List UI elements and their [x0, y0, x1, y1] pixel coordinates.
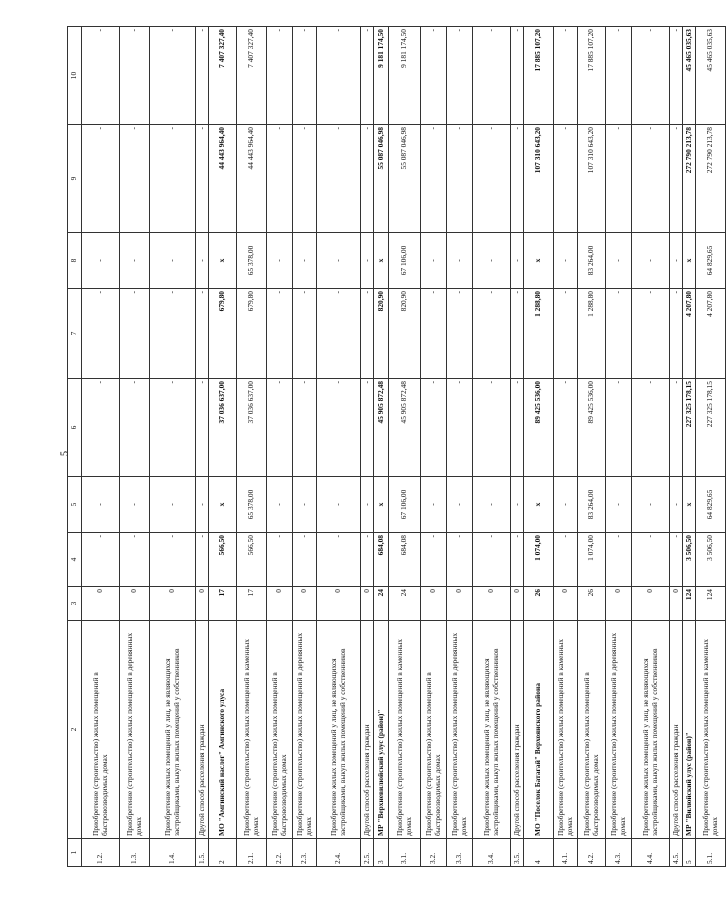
total-cost-after: -	[511, 125, 524, 233]
row-index: 4.4.	[632, 839, 670, 867]
apartment-count: 0	[554, 587, 578, 621]
unit-price-after: -	[632, 233, 670, 289]
total-cost: -	[473, 379, 511, 477]
apartment-count: 124	[696, 587, 726, 621]
row-index: 1.4.	[150, 839, 196, 867]
unit-price: -	[120, 477, 150, 533]
total-cost-after: -	[632, 125, 670, 233]
area: -	[670, 533, 683, 587]
apartment-count: 24	[389, 587, 421, 621]
total-cost: 45 905 872,48	[389, 379, 421, 477]
difference: -	[317, 27, 361, 125]
area: -	[361, 533, 374, 587]
total-cost: -	[554, 379, 578, 477]
unit-price-after: x	[209, 233, 237, 289]
difference: 45 465 035,63	[683, 27, 696, 125]
column-number: 2	[68, 621, 82, 839]
area-after: 679,80	[209, 289, 237, 379]
row-description: Приобретение (строительство) жилых помещений в деревянных домах	[606, 621, 632, 839]
difference: -	[554, 27, 578, 125]
unit-price: -	[606, 477, 632, 533]
unit-price-after: 64 829,65	[696, 233, 726, 289]
difference: 17 885 107,20	[578, 27, 606, 125]
unit-price: -	[421, 477, 447, 533]
difference: -	[196, 27, 209, 125]
total-cost-after: 55 087 046,98	[374, 125, 389, 233]
total-cost-after: 107 310 643,20	[578, 125, 606, 233]
row-description: МР "Верхневилюйский улус (район)"	[374, 621, 389, 839]
page-number: 5	[59, 451, 71, 456]
unit-price: x	[524, 477, 554, 533]
row-index: 3.5.	[511, 839, 524, 867]
table-row	[389, 27, 421, 867]
unit-price: -	[511, 477, 524, 533]
row-description: МО "Амгинский наслег" Амгинского улуса	[209, 621, 237, 839]
total-cost-after: 107 310 643,20	[524, 125, 554, 233]
row-description: Приобретение (строительство) жилых помещений в деревянных домах	[293, 621, 317, 839]
row-description: Другой способ расселения граждан	[511, 621, 524, 839]
apartment-count: 0	[293, 587, 317, 621]
row-index: 4.3.	[606, 839, 632, 867]
unit-price: -	[554, 477, 578, 533]
row-index: 4.1.	[554, 839, 578, 867]
total-cost-after: -	[554, 125, 578, 233]
area-after: -	[317, 289, 361, 379]
difference: 9 181 174,50	[374, 27, 389, 125]
area: 684,08	[374, 533, 389, 587]
row-description: Другой способ расселения граждан	[670, 621, 683, 839]
column-number: 4	[68, 533, 82, 587]
difference: -	[606, 27, 632, 125]
unit-price-after: -	[670, 233, 683, 289]
table-row	[632, 27, 670, 867]
table-row	[150, 27, 196, 867]
unit-price-after: x	[683, 233, 696, 289]
column-number: 9	[68, 125, 82, 233]
row-description: Приобретение (строительство) жилых помещений в быстровозводимых домах	[82, 621, 120, 839]
table-row	[606, 27, 632, 867]
total-cost-after: -	[361, 125, 374, 233]
unit-price: x	[683, 477, 696, 533]
apartment-count: 0	[82, 587, 120, 621]
area-after: -	[632, 289, 670, 379]
row-index: 3	[374, 839, 389, 867]
unit-price-after: -	[120, 233, 150, 289]
area: -	[421, 533, 447, 587]
area: 566,50	[209, 533, 237, 587]
difference: 7 407 327,40	[237, 27, 267, 125]
difference: -	[150, 27, 196, 125]
apartment-count: 0	[267, 587, 293, 621]
area: -	[267, 533, 293, 587]
total-cost: 45 905 872,48	[374, 379, 389, 477]
unit-price: 64 829,65	[696, 477, 726, 533]
total-cost: -	[632, 379, 670, 477]
row-index: 5.1.	[696, 839, 726, 867]
apartment-count: 0	[606, 587, 632, 621]
total-cost: -	[267, 379, 293, 477]
area: -	[511, 533, 524, 587]
row-description: Приобретение (строительство) жилых помещений в деревянных домах	[447, 621, 473, 839]
apartment-count: 17	[237, 587, 267, 621]
area-after: 820,90	[389, 289, 421, 379]
total-cost: 37 036 637,00	[237, 379, 267, 477]
area-after: 679,80	[237, 289, 267, 379]
row-description: Приобретение жилых помещений у лиц, не являющихся застройщиками, выкуп жилых помещений у собственников	[473, 621, 511, 839]
unit-price: -	[670, 477, 683, 533]
row-description: Приобретение (строительство) жилых помещений в быстровозводимых домах	[578, 621, 606, 839]
difference: 9 181 174,50	[389, 27, 421, 125]
unit-price-after: -	[82, 233, 120, 289]
area-after: -	[196, 289, 209, 379]
unit-price-after: -	[196, 233, 209, 289]
area-after: -	[421, 289, 447, 379]
table-row	[421, 27, 447, 867]
column-number: 5	[68, 477, 82, 533]
total-cost-after: 272 790 213,78	[683, 125, 696, 233]
table-row	[361, 27, 374, 867]
unit-price-after: -	[150, 233, 196, 289]
difference: -	[447, 27, 473, 125]
total-cost: 227 325 178,15	[696, 379, 726, 477]
area-after: -	[511, 289, 524, 379]
area: -	[473, 533, 511, 587]
area-after: -	[606, 289, 632, 379]
table-row-municipality	[524, 27, 554, 867]
area: -	[82, 533, 120, 587]
row-index: 5	[683, 839, 696, 867]
area: -	[606, 533, 632, 587]
unit-price: 67 106,00	[389, 477, 421, 533]
difference: -	[293, 27, 317, 125]
total-cost-after: -	[606, 125, 632, 233]
area: 1 074,00	[578, 533, 606, 587]
area-after: -	[554, 289, 578, 379]
row-index: 3.3.	[447, 839, 473, 867]
total-cost-after: -	[82, 125, 120, 233]
area-after: 4 207,80	[683, 289, 696, 379]
table-row	[317, 27, 361, 867]
difference: -	[361, 27, 374, 125]
unit-price: -	[361, 477, 374, 533]
total-cost: -	[82, 379, 120, 477]
unit-price-after: -	[606, 233, 632, 289]
area: -	[554, 533, 578, 587]
apartment-count: 0	[150, 587, 196, 621]
area-after: 1 288,80	[524, 289, 554, 379]
area-after: 820,90	[374, 289, 389, 379]
total-cost-after: -	[293, 125, 317, 233]
area-after: -	[267, 289, 293, 379]
area-after: -	[120, 289, 150, 379]
area: 3 506,50	[696, 533, 726, 587]
area-after: -	[670, 289, 683, 379]
table-row-municipality	[683, 27, 696, 867]
row-description: Приобретение жилых помещений у лиц, не являющихся застройщиками, выкуп жилых помещений у собственников	[632, 621, 670, 839]
total-cost-after: 55 087 046,98	[389, 125, 421, 233]
unit-price: -	[150, 477, 196, 533]
column-number: 10	[68, 27, 82, 125]
unit-price-after: x	[524, 233, 554, 289]
column-number: 3	[68, 587, 82, 621]
area-after: -	[82, 289, 120, 379]
difference: -	[82, 27, 120, 125]
total-cost: 37 036 637,00	[209, 379, 237, 477]
rotated-table-wrapper	[67, 27, 719, 867]
difference: 7 407 327,40	[209, 27, 237, 125]
apartment-count: 0	[317, 587, 361, 621]
row-description: Приобретение (строительство) жилых помещений в деревянных домах	[120, 621, 150, 839]
apartment-count: 0	[670, 587, 683, 621]
apartment-count: 0	[361, 587, 374, 621]
row-description: Приобретение (строительство) жилых помещений в каменных домах	[554, 621, 578, 839]
unit-price: x	[209, 477, 237, 533]
table-row	[473, 27, 511, 867]
row-index: 1.2.	[82, 839, 120, 867]
area-after: 1 288,80	[578, 289, 606, 379]
total-cost: -	[293, 379, 317, 477]
row-index: 2.4.	[317, 839, 361, 867]
total-cost: -	[317, 379, 361, 477]
table-row	[293, 27, 317, 867]
area-after: 4 207,80	[696, 289, 726, 379]
unit-price-after: -	[267, 233, 293, 289]
table-row	[696, 27, 726, 867]
total-cost: -	[511, 379, 524, 477]
unit-price-after: -	[317, 233, 361, 289]
area: -	[317, 533, 361, 587]
column-number: 7	[68, 289, 82, 379]
column-number-row	[68, 27, 82, 867]
total-cost-after: -	[473, 125, 511, 233]
unit-price: -	[82, 477, 120, 533]
difference: -	[421, 27, 447, 125]
row-index: 2	[209, 839, 237, 867]
area: -	[293, 533, 317, 587]
row-index: 2.3.	[293, 839, 317, 867]
row-index: 4.5.	[670, 839, 683, 867]
row-index: 3.2.	[421, 839, 447, 867]
total-cost: -	[421, 379, 447, 477]
total-cost: -	[606, 379, 632, 477]
total-cost-after: -	[120, 125, 150, 233]
resettlement-table	[67, 26, 726, 867]
total-cost: -	[361, 379, 374, 477]
area: -	[196, 533, 209, 587]
unit-price-after: -	[447, 233, 473, 289]
row-index: 2.5.	[361, 839, 374, 867]
unit-price-after: 67 106,00	[389, 233, 421, 289]
unit-price-after: -	[511, 233, 524, 289]
area: -	[150, 533, 196, 587]
row-description: Другой способ расселения граждан	[196, 621, 209, 839]
row-description: Приобретение жилых помещений у лиц, не являющихся застройщиками, выкуп жилых помещений у собственников	[150, 621, 196, 839]
total-cost-after: -	[447, 125, 473, 233]
total-cost: -	[150, 379, 196, 477]
apartment-count: 0	[632, 587, 670, 621]
unit-price: -	[632, 477, 670, 533]
table-row	[267, 27, 293, 867]
unit-price-after: -	[361, 233, 374, 289]
column-number: 8	[68, 233, 82, 289]
row-index: 3.4.	[473, 839, 511, 867]
apartment-count: 26	[578, 587, 606, 621]
unit-price-after: 83 264,00	[578, 233, 606, 289]
difference: 45 465 035,63	[696, 27, 726, 125]
apartment-count: 26	[524, 587, 554, 621]
total-cost: 89 425 536,00	[578, 379, 606, 477]
unit-price-after: -	[473, 233, 511, 289]
apartment-count: 0	[511, 587, 524, 621]
unit-price: -	[267, 477, 293, 533]
table-row	[82, 27, 120, 867]
unit-price-after: -	[554, 233, 578, 289]
area-after: -	[361, 289, 374, 379]
column-number: 6	[68, 379, 82, 477]
row-description: МО "Поселок Батагай" Верхоянского района	[524, 621, 554, 839]
total-cost-after: -	[421, 125, 447, 233]
unit-price-after: -	[293, 233, 317, 289]
row-index: 1.5.	[196, 839, 209, 867]
row-description: Приобретение жилых помещений у лиц, не являющихся застройщиками, выкуп жилых помещений у собственников	[317, 621, 361, 839]
table-row	[578, 27, 606, 867]
total-cost: -	[196, 379, 209, 477]
row-description: Другой способ расселения граждан	[361, 621, 374, 839]
total-cost-after: -	[267, 125, 293, 233]
total-cost: -	[120, 379, 150, 477]
unit-price-after: -	[421, 233, 447, 289]
unit-price-after: 65 378,00	[237, 233, 267, 289]
difference: -	[632, 27, 670, 125]
row-index: 1.3.	[120, 839, 150, 867]
total-cost: -	[447, 379, 473, 477]
row-description: МР "Вилюйский улус (район)"	[683, 621, 696, 839]
difference: 17 885 107,20	[524, 27, 554, 125]
area: -	[120, 533, 150, 587]
table-row	[511, 27, 524, 867]
difference: -	[120, 27, 150, 125]
table-row	[554, 27, 578, 867]
total-cost-after: 44 443 964,40	[209, 125, 237, 233]
table-row	[447, 27, 473, 867]
unit-price: 83 264,00	[578, 477, 606, 533]
row-index: 4.2.	[578, 839, 606, 867]
apartment-count: 0	[447, 587, 473, 621]
unit-price: -	[447, 477, 473, 533]
total-cost-after: -	[670, 125, 683, 233]
area: -	[632, 533, 670, 587]
apartment-count: 0	[120, 587, 150, 621]
difference: -	[473, 27, 511, 125]
total-cost-after: 44 443 964,40	[237, 125, 267, 233]
total-cost-after: -	[150, 125, 196, 233]
total-cost-after: 272 790 213,78	[696, 125, 726, 233]
apartment-count: 124	[683, 587, 696, 621]
row-description: Приобретение (строительство) жилых помещений в быстровозводимых домах	[267, 621, 293, 839]
total-cost: 227 325 178,15	[683, 379, 696, 477]
unit-price: -	[317, 477, 361, 533]
area: 684,08	[389, 533, 421, 587]
row-description: Приобретение (строительство) жилых помещений в каменных домах	[696, 621, 726, 839]
column-number: 1	[68, 839, 82, 867]
total-cost-after: -	[196, 125, 209, 233]
area: -	[447, 533, 473, 587]
unit-price: 65 378,00	[237, 477, 267, 533]
table-row	[196, 27, 209, 867]
apartment-count: 17	[209, 587, 237, 621]
apartment-count: 0	[196, 587, 209, 621]
table-row	[120, 27, 150, 867]
row-index: 2.2.	[267, 839, 293, 867]
table-row	[670, 27, 683, 867]
difference: -	[267, 27, 293, 125]
row-description: Приобретение (строительство) жилых помещений в каменных домах	[389, 621, 421, 839]
area: 3 506,50	[683, 533, 696, 587]
area-after: -	[473, 289, 511, 379]
area: 1 074,00	[524, 533, 554, 587]
row-index: 2.1.	[237, 839, 267, 867]
apartment-count: 0	[421, 587, 447, 621]
table-row	[237, 27, 267, 867]
area-after: -	[150, 289, 196, 379]
total-cost-after: -	[317, 125, 361, 233]
row-description: Приобретение (строительство) жилых помещений в каменных домах	[237, 621, 267, 839]
unit-price: -	[293, 477, 317, 533]
apartment-count: 0	[473, 587, 511, 621]
total-cost: 89 425 536,00	[524, 379, 554, 477]
unit-price-after: x	[374, 233, 389, 289]
area: 566,50	[237, 533, 267, 587]
row-index: 4	[524, 839, 554, 867]
unit-price: -	[196, 477, 209, 533]
table-row-municipality	[374, 27, 389, 867]
table-row-municipality	[209, 27, 237, 867]
difference: -	[670, 27, 683, 125]
unit-price: x	[374, 477, 389, 533]
row-index: 3.1.	[389, 839, 421, 867]
total-cost: -	[670, 379, 683, 477]
area-after: -	[447, 289, 473, 379]
area-after: -	[293, 289, 317, 379]
row-description: Приобретение (строительство) жилых помещений в быстровозводимых домах	[421, 621, 447, 839]
unit-price: -	[473, 477, 511, 533]
apartment-count: 24	[374, 587, 389, 621]
difference: -	[511, 27, 524, 125]
